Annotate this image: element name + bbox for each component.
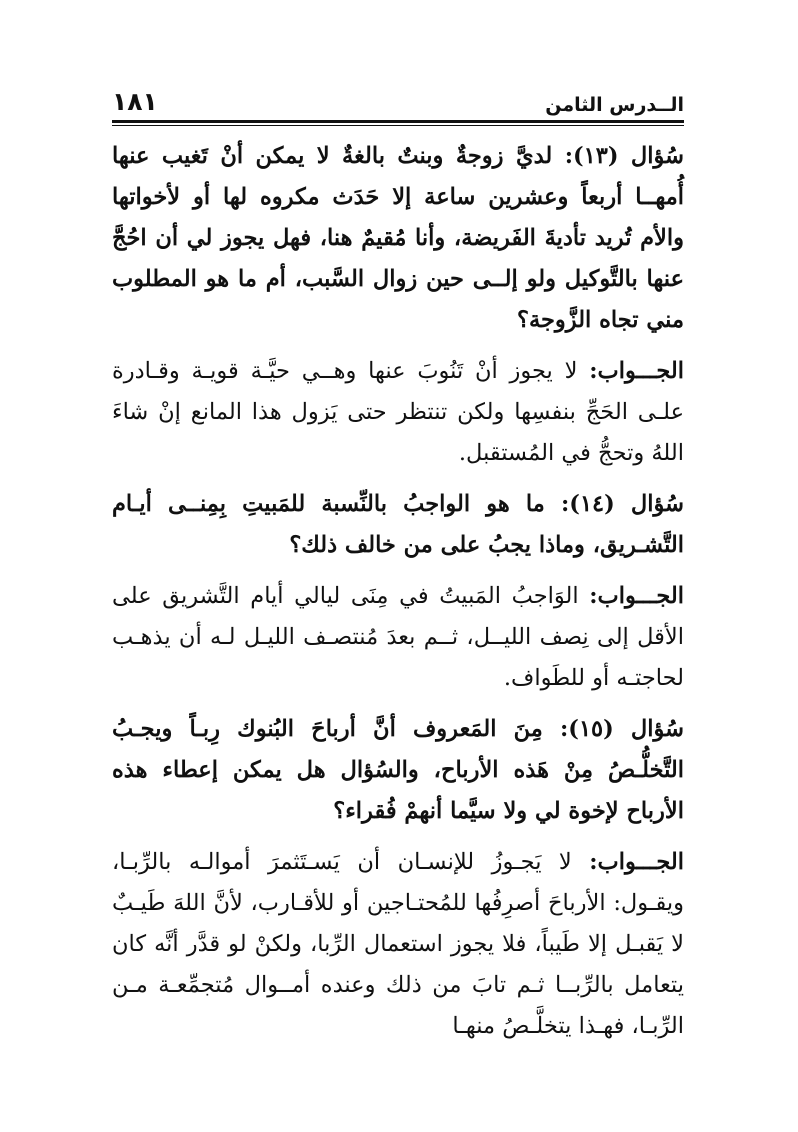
answer-15 (112, 842, 684, 1047)
answer-13 (112, 351, 684, 474)
question-text: مِنَ المَعروف أنَّ أرباحَ البُنوك رِبـاً ويجـبُ التَّخلُّـصُ مِنْ هَذه الأرباح، والسُؤال هل يمكن إعطاء هذه الأرباح لإخوة لي ولا سيَّما أنهمْ فُقراء؟ (112, 716, 684, 824)
question-text: لديَّ زوجةٌ وبنتٌ بالغةٌ لا يمكن أنْ تَغيب عنها أُمهــا أربعاً وعشرين ساعة إلا حَدَث مكروه لها أو لأخواتها والأم تُريد تأديةَ الفَريضة، وأنا مُقيمٌ هنا، فهل يجوز لي أن احُجَّ عنها بالتَّوكيل ولو إلــى حين زوال السَّبب، أم ما هو المطلوب مني تجاه الزَّوجة؟ (112, 143, 684, 333)
answer-text: لا يَجـوزُ للإنسـان أن يَسـتَثمرَ أموالـه بالرِّبـا، ويقـول: الأرباحَ أصرِفُها للمُحتـاجين أو للأقـارب، لأنَّ اللهَ طَيـبٌ لا يَقبـل إلا طَيباً، فلا يجوز استعمال الرِّبا، ولكنْ لو قدَّر أنَّه كان يتعامل بالرِّبــا ثـم تابَ من ذلك وعنده أمــوال مُتجمِّعـة مـن الرِّبـا، فهـذا يتخلَّـصُ منهـا (112, 849, 684, 1039)
question-label: سُؤال (١٤): (560, 491, 684, 517)
answer-text: لا يجوز أنْ تَنُوبَ عنها وهــي حيَّـة قويـة وقـادرة علـى الحَجِّ بنفسِها ولكن تنتظر حتى يَزول هذا المانع إنْ شاءَ اللهُ وتحجُّ في المُستقبل. (112, 358, 684, 466)
question-13 (112, 136, 684, 341)
question-text: ما هو الواجبُ بالنِّسبة للمَبيتِ بِمِنــى أيـام التَّشـريق، وماذا يجبُ على من خالف ذلك؟ (112, 491, 684, 558)
question-15 (112, 709, 684, 832)
question-14 (112, 484, 684, 566)
question-label: سُؤال (١٥): (560, 716, 684, 742)
header-rule-thin (112, 125, 684, 126)
page-number: ١٨١ (112, 87, 158, 116)
header-rule-thick (112, 120, 684, 123)
page-header (112, 82, 684, 116)
answer-label: الجـــواب: (589, 358, 684, 384)
answer-14 (112, 576, 684, 699)
answer-text: الوَاجبُ المَبيتُ في مِنَى ليالي أيام التَّشريق على الأقل إلى نِصف الليــل، ثــم بعدَ مُنتصـف الليـل لـه أن يذهـب لحاجتـه أو للطَواف. (112, 583, 684, 691)
lesson-title: الــدرس الثامن (545, 94, 684, 116)
page (112, 82, 684, 1047)
answer-label: الجـــواب: (589, 583, 685, 609)
answer-label: الجـــواب: (589, 849, 685, 875)
question-label: سُؤال (١٣): (564, 143, 685, 169)
